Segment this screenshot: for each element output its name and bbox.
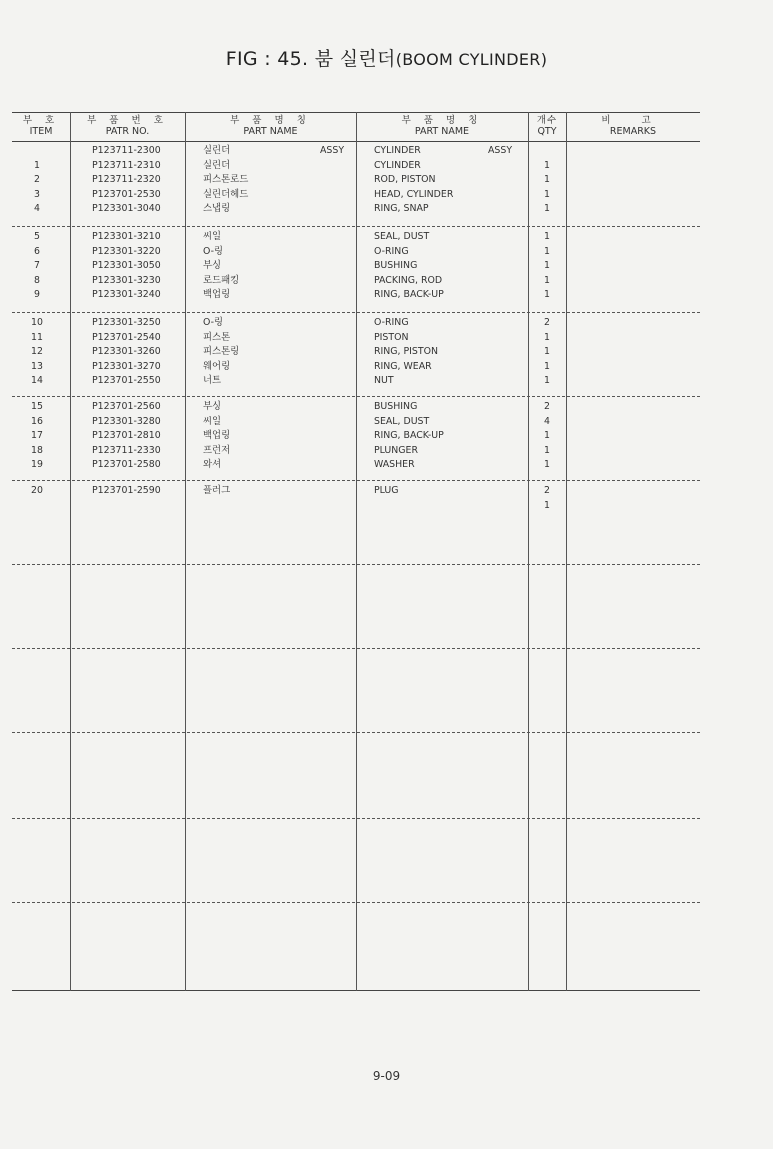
quantity: 1 xyxy=(544,159,550,171)
part-name-english: RING, PISTON xyxy=(374,346,439,358)
group-separator xyxy=(12,226,700,227)
quantity: 1 xyxy=(544,346,550,358)
quantity: 2 xyxy=(544,485,550,496)
part-name-english: PLUNGER xyxy=(374,444,418,456)
part-number: P123301-3050 xyxy=(92,260,161,272)
quantity: 2 xyxy=(544,317,550,328)
part-number: P123301-3260 xyxy=(92,346,161,358)
part-name-korean: 와셔 xyxy=(203,459,222,471)
part-number: P123301-3210 xyxy=(92,231,161,242)
item-number: 4 xyxy=(34,203,40,215)
group-separator xyxy=(12,396,700,397)
table-row xyxy=(12,499,700,514)
table-row xyxy=(12,316,700,331)
header-item-ko: 부 호 xyxy=(22,115,60,126)
quantity: 1 xyxy=(544,444,550,456)
header-part-name-ko-ko: 부 품 명 칭 xyxy=(230,115,311,126)
item-number: 16 xyxy=(31,415,43,427)
quantity: 1 xyxy=(544,231,550,242)
table-row xyxy=(12,484,700,499)
header-part-name-en-ko: 부 품 명 칭 xyxy=(401,115,483,126)
page-title xyxy=(0,44,773,71)
part-number: P123301-3270 xyxy=(92,360,161,372)
part-number: P123711-2310 xyxy=(92,159,161,171)
part-name-english: CYLINDER xyxy=(374,159,421,171)
part-name-korean: 너트 xyxy=(203,375,222,387)
part-number: P123301-3240 xyxy=(92,289,161,301)
assy-marker-korean: ASSY xyxy=(320,145,345,156)
header-item xyxy=(12,115,70,137)
quantity: 2 xyxy=(544,401,550,412)
part-name-korean: 로드패킹 xyxy=(203,274,240,286)
group-separator xyxy=(12,818,700,819)
part-name-korean: 실린더헤드 xyxy=(203,188,249,200)
table-row xyxy=(12,288,700,303)
part-number: P123701-2560 xyxy=(92,401,161,412)
quantity: 1 xyxy=(544,430,550,442)
quantity: 1 xyxy=(544,274,550,286)
table-row xyxy=(12,144,700,159)
header-qty-en: QTY xyxy=(537,126,557,137)
part-number: P123701-2580 xyxy=(92,459,161,471)
group-separator xyxy=(12,480,700,481)
table-row xyxy=(12,159,700,174)
part-name-korean: O-링 xyxy=(203,245,224,257)
table-row xyxy=(12,345,700,360)
quantity: 1 xyxy=(544,360,550,372)
part-name-english: NUT xyxy=(374,375,394,387)
item-number: 15 xyxy=(31,401,43,412)
quantity: 1 xyxy=(544,499,550,511)
table-row xyxy=(12,274,700,289)
quantity: 1 xyxy=(544,331,550,343)
item-number: 7 xyxy=(34,260,40,272)
part-name-english: CYLINDER xyxy=(374,145,421,156)
quantity: 1 xyxy=(544,245,550,257)
quantity: 1 xyxy=(544,174,550,186)
part-name-korean: 피스톤링 xyxy=(203,346,240,358)
part-number: P123701-2540 xyxy=(92,331,161,343)
group-separator xyxy=(12,732,700,733)
part-number: P123301-3280 xyxy=(92,415,161,427)
header-remarks xyxy=(566,115,700,137)
parts-table xyxy=(12,112,700,991)
header-part-name-ko xyxy=(185,115,356,137)
table-row xyxy=(12,360,700,375)
table-row xyxy=(12,188,700,203)
item-number: 12 xyxy=(31,346,43,358)
item-number: 9 xyxy=(34,289,40,301)
item-number: 20 xyxy=(31,485,43,496)
item-number: 13 xyxy=(31,360,43,372)
item-number: 10 xyxy=(31,317,43,328)
quantity: 1 xyxy=(544,188,550,200)
part-name-english: RING, BACK-UP xyxy=(374,430,444,442)
part-name-english: SEAL, DUST xyxy=(374,231,430,242)
header-part-no xyxy=(70,115,185,137)
part-number: P123701-2590 xyxy=(92,485,161,496)
part-number: P123711-2320 xyxy=(92,174,161,186)
header-qty-ko: 개수 xyxy=(536,115,558,126)
part-name-korean: 실린더 xyxy=(203,145,231,156)
header-part-name-en xyxy=(356,115,528,137)
assy-marker-english: ASSY xyxy=(488,145,513,156)
part-number: P123301-3220 xyxy=(92,245,161,257)
part-name-korean: 백업링 xyxy=(203,289,231,301)
part-name-korean: 프런저 xyxy=(203,444,231,456)
item-number: 19 xyxy=(31,459,43,471)
item-number: 17 xyxy=(31,430,43,442)
part-name-english: WASHER xyxy=(374,459,415,471)
part-number: P123701-2550 xyxy=(92,375,161,387)
table-row xyxy=(12,331,700,346)
part-number: P123301-3250 xyxy=(92,317,161,328)
group-separator xyxy=(12,312,700,313)
part-name-korean: 피스톤 xyxy=(203,331,231,343)
part-name-english: BUSHING xyxy=(374,260,418,272)
part-name-korean: 부싱 xyxy=(203,260,222,272)
table-row xyxy=(12,202,700,217)
header-remarks-ko: 비 고 xyxy=(601,115,665,126)
part-number: P123701-2530 xyxy=(92,188,161,200)
quantity: 1 xyxy=(544,260,550,272)
part-name-korean: 플러그 xyxy=(203,485,231,496)
part-name-english: BUSHING xyxy=(374,401,418,412)
title-english: (BOOM CYLINDER) xyxy=(395,50,548,69)
table-row xyxy=(12,374,700,389)
table-row xyxy=(12,458,700,473)
header-part-name-ko-en: PART NAME xyxy=(243,126,298,137)
item-number: 3 xyxy=(34,188,40,200)
title-korean: FIG : 45. 붐 실린더 xyxy=(225,48,396,70)
item-number: 5 xyxy=(34,231,40,242)
header-item-en: ITEM xyxy=(29,126,53,137)
group-separator xyxy=(12,648,700,649)
part-name-korean: O-링 xyxy=(203,317,224,328)
part-name-english: RING, WEAR xyxy=(374,360,432,372)
table-row xyxy=(12,444,700,459)
part-name-english: HEAD, CYLINDER xyxy=(374,188,454,200)
quantity: 1 xyxy=(544,459,550,471)
quantity: 1 xyxy=(544,375,550,387)
part-name-english: PACKING, ROD xyxy=(374,274,443,286)
part-name-korean: 백업링 xyxy=(203,430,231,442)
part-name-english: PISTON xyxy=(374,331,409,343)
part-name-english: O-RING xyxy=(374,245,409,257)
part-name-korean: 씨일 xyxy=(203,415,222,427)
header-remarks-en: REMARKS xyxy=(609,126,657,137)
item-number: 14 xyxy=(31,375,43,387)
part-name-korean: 스냅링 xyxy=(203,203,231,215)
page-number: 9-09 xyxy=(372,1069,401,1083)
part-number: P123711-2330 xyxy=(92,444,161,456)
part-name-english: ROD, PISTON xyxy=(374,174,436,186)
part-name-korean: 웨어링 xyxy=(203,360,231,372)
header-part-name-en-en: PART NAME xyxy=(414,126,470,137)
item-number: 1 xyxy=(34,159,40,171)
part-number: P123711-2300 xyxy=(92,145,161,156)
item-number: 11 xyxy=(31,331,43,343)
part-name-korean: 씨일 xyxy=(203,231,222,242)
part-number: P123701-2810 xyxy=(92,430,161,442)
part-number: P123301-3040 xyxy=(92,203,161,215)
part-name-english: PLUG xyxy=(374,485,399,496)
group-separator xyxy=(12,564,700,565)
header-part-no-ko: 부 품 번 호 xyxy=(87,115,168,126)
table-row xyxy=(12,429,700,444)
item-number: 6 xyxy=(34,245,40,257)
table-row xyxy=(12,173,700,188)
part-name-english: RING, SNAP xyxy=(374,203,429,215)
part-number: P123301-3230 xyxy=(92,274,161,286)
header-part-no-en: PATR NO. xyxy=(105,126,150,137)
table-row xyxy=(12,245,700,260)
quantity: 4 xyxy=(544,415,550,427)
quantity: 1 xyxy=(544,289,550,301)
item-number: 8 xyxy=(34,274,40,286)
table-row xyxy=(12,230,700,245)
item-number: 2 xyxy=(34,174,40,186)
group-separator xyxy=(12,902,700,903)
table-row xyxy=(12,415,700,430)
header-qty xyxy=(528,115,566,137)
part-name-korean: 부싱 xyxy=(203,401,222,412)
table-row xyxy=(12,400,700,415)
part-name-korean: 피스톤로드 xyxy=(203,174,249,186)
part-name-korean: 실린더 xyxy=(203,159,231,171)
quantity: 1 xyxy=(544,203,550,215)
part-name-english: O-RING xyxy=(374,317,409,328)
part-name-english: RING, BACK-UP xyxy=(374,289,444,301)
item-number: 18 xyxy=(31,444,43,456)
part-name-english: SEAL, DUST xyxy=(374,415,430,427)
table-row xyxy=(12,259,700,274)
